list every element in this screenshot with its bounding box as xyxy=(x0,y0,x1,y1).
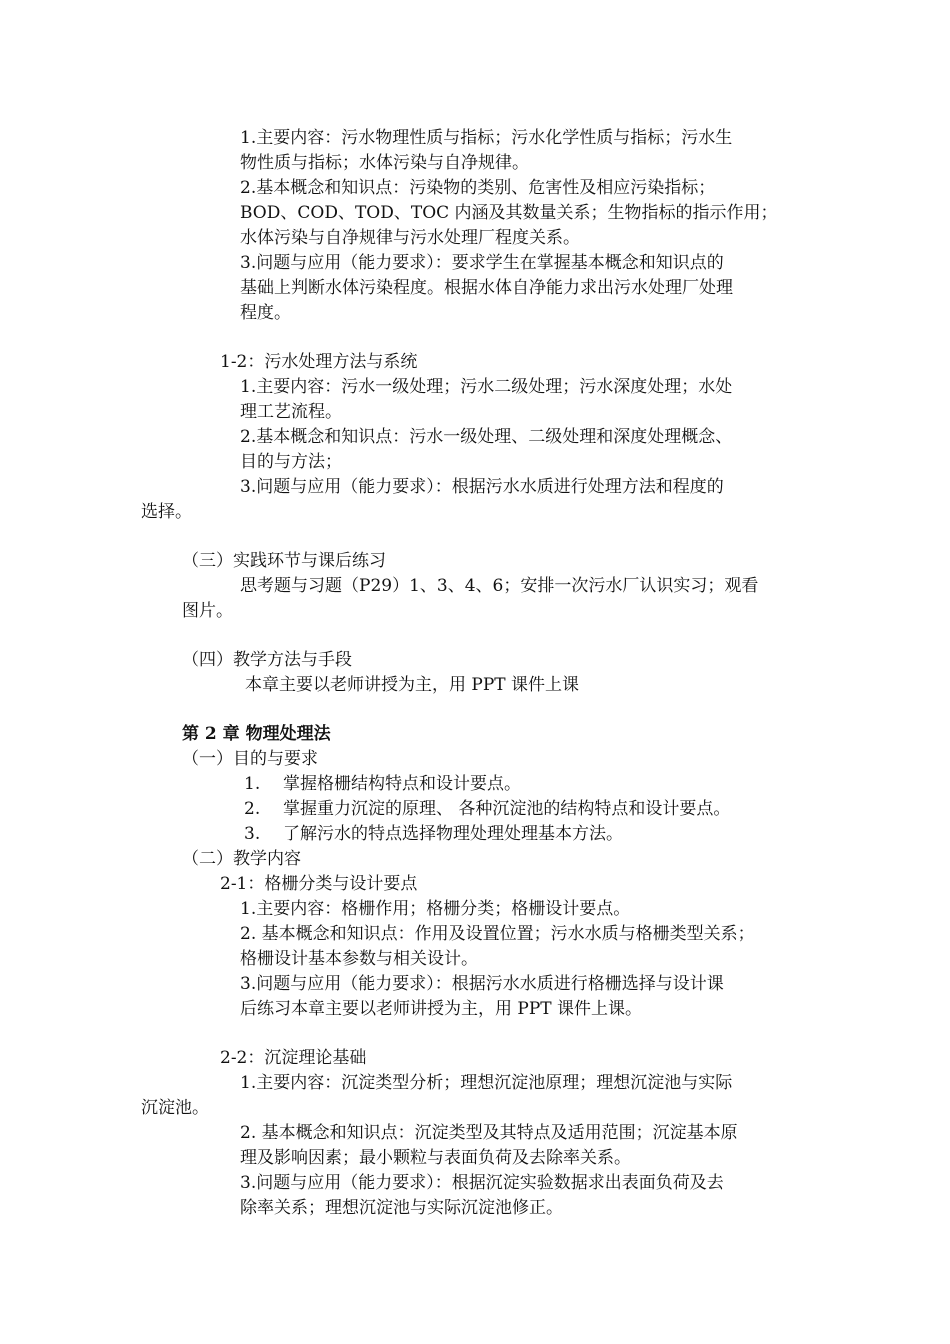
text-line: 物性质与指标；水体污染与自净规律。 xyxy=(240,153,529,173)
list-number: 3. xyxy=(244,824,261,844)
text-line: 本章主要以老师讲授为主，用 PPT 课件上课 xyxy=(245,675,580,695)
text-line: 图片。 xyxy=(182,601,233,621)
text-line: 3.问题与应用（能力要求）：根据污水水质进行处理方法和程度的 xyxy=(240,477,724,497)
list-item: 了解污水的特点选择物理处理处理基本方法。 xyxy=(283,824,623,844)
section-heading: （二）教学内容 xyxy=(182,849,301,869)
text-line: 2. 基本概念和知识点：沉淀类型及其特点及适用范围；沉淀基本原 xyxy=(240,1123,738,1143)
section-heading: （一）目的与要求 xyxy=(182,749,318,769)
list-item: 掌握格栅结构特点和设计要点。 xyxy=(283,774,521,794)
text-line: 水体污染与自净规律与污水处理厂程度关系。 xyxy=(240,228,580,248)
list-item: 掌握重力沉淀的原理、 各种沉淀池的结构特点和设计要点。 xyxy=(283,799,731,819)
text-line: 选择。 xyxy=(141,502,192,522)
text-line: 2.基本概念和知识点：污染物的类别、危害性及相应污染指标； xyxy=(240,178,716,198)
list-number: 2. xyxy=(244,799,261,819)
text-line: 3.问题与应用（能力要求）：要求学生在掌握基本概念和知识点的 xyxy=(240,253,724,273)
section-heading: 1-2：污水处理方法与系统 xyxy=(220,352,418,372)
subsection-heading: 2-1：格栅分类与设计要点 xyxy=(220,874,418,894)
text-line: 格栅设计基本参数与相关设计。 xyxy=(240,949,478,969)
text-line: 理工艺流程。 xyxy=(240,402,342,422)
text-line: 2. 基本概念和知识点：作用及设置位置；污水水质与格栅类型关系； xyxy=(240,924,755,944)
text-line: 3.问题与应用（能力要求）：根据污水水质进行格栅选择与设计课 xyxy=(240,974,724,994)
text-line: 1.主要内容：沉淀类型分析；理想沉淀池原理；理想沉淀池与实际 xyxy=(240,1073,733,1093)
subsection-heading: 2-2：沉淀理论基础 xyxy=(220,1048,367,1068)
text-line: 程度。 xyxy=(240,303,291,323)
text-line: 1.主要内容：污水物理性质与指标；污水化学性质与指标；污水生 xyxy=(240,128,733,148)
list-number: 1. xyxy=(244,774,261,794)
text-line: 3.问题与应用（能力要求）：根据沉淀实验数据求出表面负荷及去 xyxy=(240,1173,724,1193)
text-line: 2.基本概念和知识点：污水一级处理、二级处理和深度处理概念、 xyxy=(240,427,733,447)
text-line: 除率关系；理想沉淀池与实际沉淀池修正。 xyxy=(240,1198,563,1218)
text-line: 1.主要内容：格栅作用；格栅分类；格栅设计要点。 xyxy=(240,899,631,919)
text-line: 思考题与习题（P29）1、3、4、6；安排一次污水厂认识实习；观看 xyxy=(240,576,759,596)
chapter-title: 第 2 章 物理处理法 xyxy=(182,724,331,744)
text-line: 基础上判断水体污染程度。根据水体自净能力求出污水处理厂处理 xyxy=(240,278,733,298)
section-heading: （三）实践环节与课后练习 xyxy=(182,551,386,571)
text-line: 后练习本章主要以老师讲授为主，用 PPT 课件上课。 xyxy=(240,999,643,1019)
text-line: 目的与方法； xyxy=(240,452,342,472)
text-line: 沉淀池。 xyxy=(141,1098,209,1118)
text-line: 理及影响因素；最小颗粒与表面负荷及去除率关系。 xyxy=(240,1148,631,1168)
section-heading: （四）教学方法与手段 xyxy=(182,650,352,670)
text-line: 1.主要内容：污水一级处理；污水二级处理；污水深度处理；水处 xyxy=(240,377,733,397)
text-line: BOD、COD、TOD、TOC 内涵及其数量关系；生物指标的指示作用； xyxy=(240,203,778,223)
